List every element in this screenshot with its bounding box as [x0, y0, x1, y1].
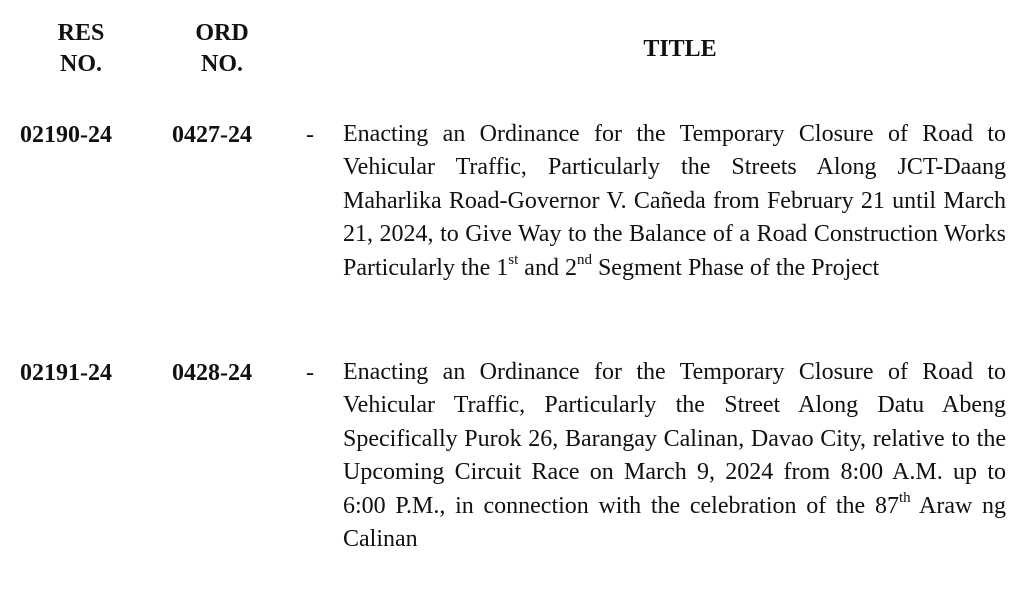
conjunction: and — [524, 254, 559, 281]
res-no-header — [38, 18, 124, 80]
title-header: TITLE — [643, 36, 717, 62]
ordinance-number: 0427-24 — [172, 122, 252, 148]
res-no-header-line2: NO. — [60, 51, 102, 77]
ordinance-title — [343, 356, 1006, 556]
separator-dash: - — [306, 360, 314, 386]
ord-no-header-line2: NO. — [201, 51, 243, 77]
ordinal-suffix: nd — [576, 251, 592, 268]
res-no-header-line1: RES — [57, 20, 105, 46]
ordinance-title — [343, 118, 1006, 285]
ordinance-title-end: Araw ng Calinan — [343, 492, 1007, 553]
ordinance-title-end: Segment Phase of the Project — [597, 254, 880, 281]
ordinance-title-main: Enacting an Ordinance for the Temporary Closure of Road to Vehicular Traffic, Particularly the Street Along Datu Abeng Specifically Purok 26, Barangay Calinan, Davao City, relative to the Upcoming Circuit Race on March 9, 2024 from 8:00 A.M. up to 6:00 P.M., in connection with the celebration of the — [343, 359, 1006, 519]
ordinal-number: 87 — [874, 492, 899, 519]
ordinal-number: 2 — [564, 254, 577, 281]
ordinal-suffix: th — [898, 489, 911, 506]
ord-no-header-line1: ORD — [195, 20, 249, 46]
ordinal-suffix: st — [508, 251, 519, 268]
resolution-number: 02191-24 — [20, 360, 112, 386]
separator-dash: - — [306, 122, 314, 148]
ordinance-title-main: Enacting an Ordinance for the Temporary Closure of Road to Vehicular Traffic, Particularly the Streets Along JCT-Daang Maharlika Road-Governor V. Cañeda from February 21 until March 21, 2024, to Give Way to the Balance of a Road Construction Works Particularly the — [343, 121, 1006, 281]
ordinance-number: 0428-24 — [172, 360, 252, 386]
resolution-number: 02190-24 — [20, 122, 112, 148]
ord-no-header — [174, 18, 270, 80]
ordinal-number: 1 — [496, 254, 509, 281]
